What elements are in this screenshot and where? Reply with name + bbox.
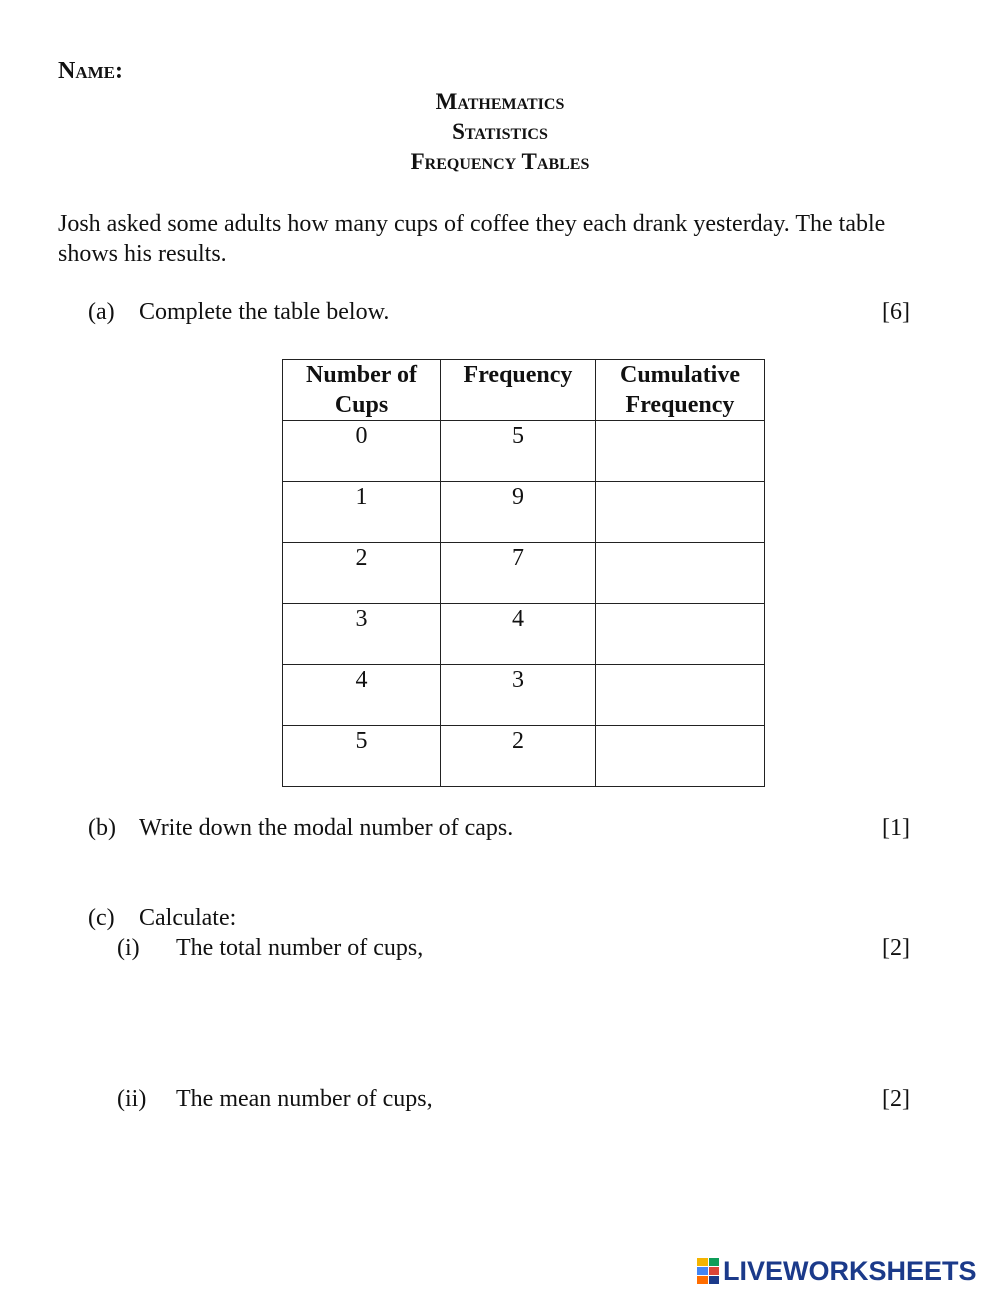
- header-number-of-cups: Number of Cups: [283, 360, 441, 421]
- cell-cumulative-input[interactable]: [596, 421, 765, 482]
- liveworksheets-logo-icon: [697, 1258, 719, 1284]
- question-c-ii-text: The mean number of cups,: [176, 1086, 433, 1112]
- question-a-label: (a): [88, 299, 115, 325]
- title-topic: Statistics: [452, 119, 548, 144]
- cell-cumulative-input[interactable]: [596, 482, 765, 543]
- title-subject: Mathematics: [435, 89, 565, 114]
- question-c-label: (c): [88, 905, 115, 931]
- logo-block: [709, 1258, 720, 1266]
- logo-block: [709, 1276, 720, 1284]
- header-cumulative-frequency: Cumulative Frequency: [596, 360, 765, 421]
- cell-cumulative-input[interactable]: [596, 665, 765, 726]
- intro-paragraph: Josh asked some adults how many cups of coffee they each drank yesterday. The table shows his results.: [58, 211, 886, 267]
- question-b-label: (b): [88, 815, 116, 841]
- question-c-ii-label: (ii): [117, 1086, 147, 1112]
- cell-cups: 2: [283, 543, 441, 604]
- cell-cups: 3: [283, 604, 441, 665]
- logo-block: [697, 1276, 708, 1284]
- table-header-row: [283, 360, 765, 421]
- frequency-table: [282, 359, 765, 787]
- cell-cumulative-input[interactable]: [596, 543, 765, 604]
- cell-frequency: 4: [441, 604, 596, 665]
- cell-frequency: 3: [441, 665, 596, 726]
- logo-text: LIVEWORKSHEETS: [723, 1255, 977, 1286]
- logo-block: [709, 1267, 720, 1275]
- cell-cumulative-input[interactable]: [596, 604, 765, 665]
- question-a-marks: [6]: [882, 299, 910, 325]
- logo-block: [697, 1258, 708, 1266]
- cell-cups: 1: [283, 482, 441, 543]
- question-c-i-marks: [2]: [882, 935, 910, 961]
- question-c-i-text: The total number of cups,: [176, 935, 424, 961]
- liveworksheets-logo: [697, 1254, 977, 1288]
- question-c-ii-marks: [2]: [882, 1086, 910, 1112]
- question-c-i-label: (i): [117, 935, 140, 961]
- name-label: Name:: [58, 58, 123, 84]
- question-b-marks: [1]: [882, 815, 910, 841]
- cell-cups: 4: [283, 665, 441, 726]
- table-row: [283, 604, 765, 665]
- table-row: [283, 665, 765, 726]
- question-a-text: Complete the table below.: [139, 299, 390, 325]
- table-row: [283, 421, 765, 482]
- cell-cups: 5: [283, 726, 441, 787]
- header-frequency: Frequency: [441, 360, 596, 421]
- question-c-text: Calculate:: [139, 905, 237, 931]
- cell-frequency: 7: [441, 543, 596, 604]
- title-subtopic: Frequency Tables: [410, 149, 590, 174]
- cell-cups: 0: [283, 421, 441, 482]
- logo-block: [697, 1267, 708, 1275]
- table-row: [283, 482, 765, 543]
- cell-frequency: 2: [441, 726, 596, 787]
- cell-frequency: 5: [441, 421, 596, 482]
- cell-frequency: 9: [441, 482, 596, 543]
- cell-cumulative-input[interactable]: [596, 726, 765, 787]
- table-row: [283, 726, 765, 787]
- table-row: [283, 543, 765, 604]
- question-b-text: Write down the modal number of caps.: [139, 815, 514, 841]
